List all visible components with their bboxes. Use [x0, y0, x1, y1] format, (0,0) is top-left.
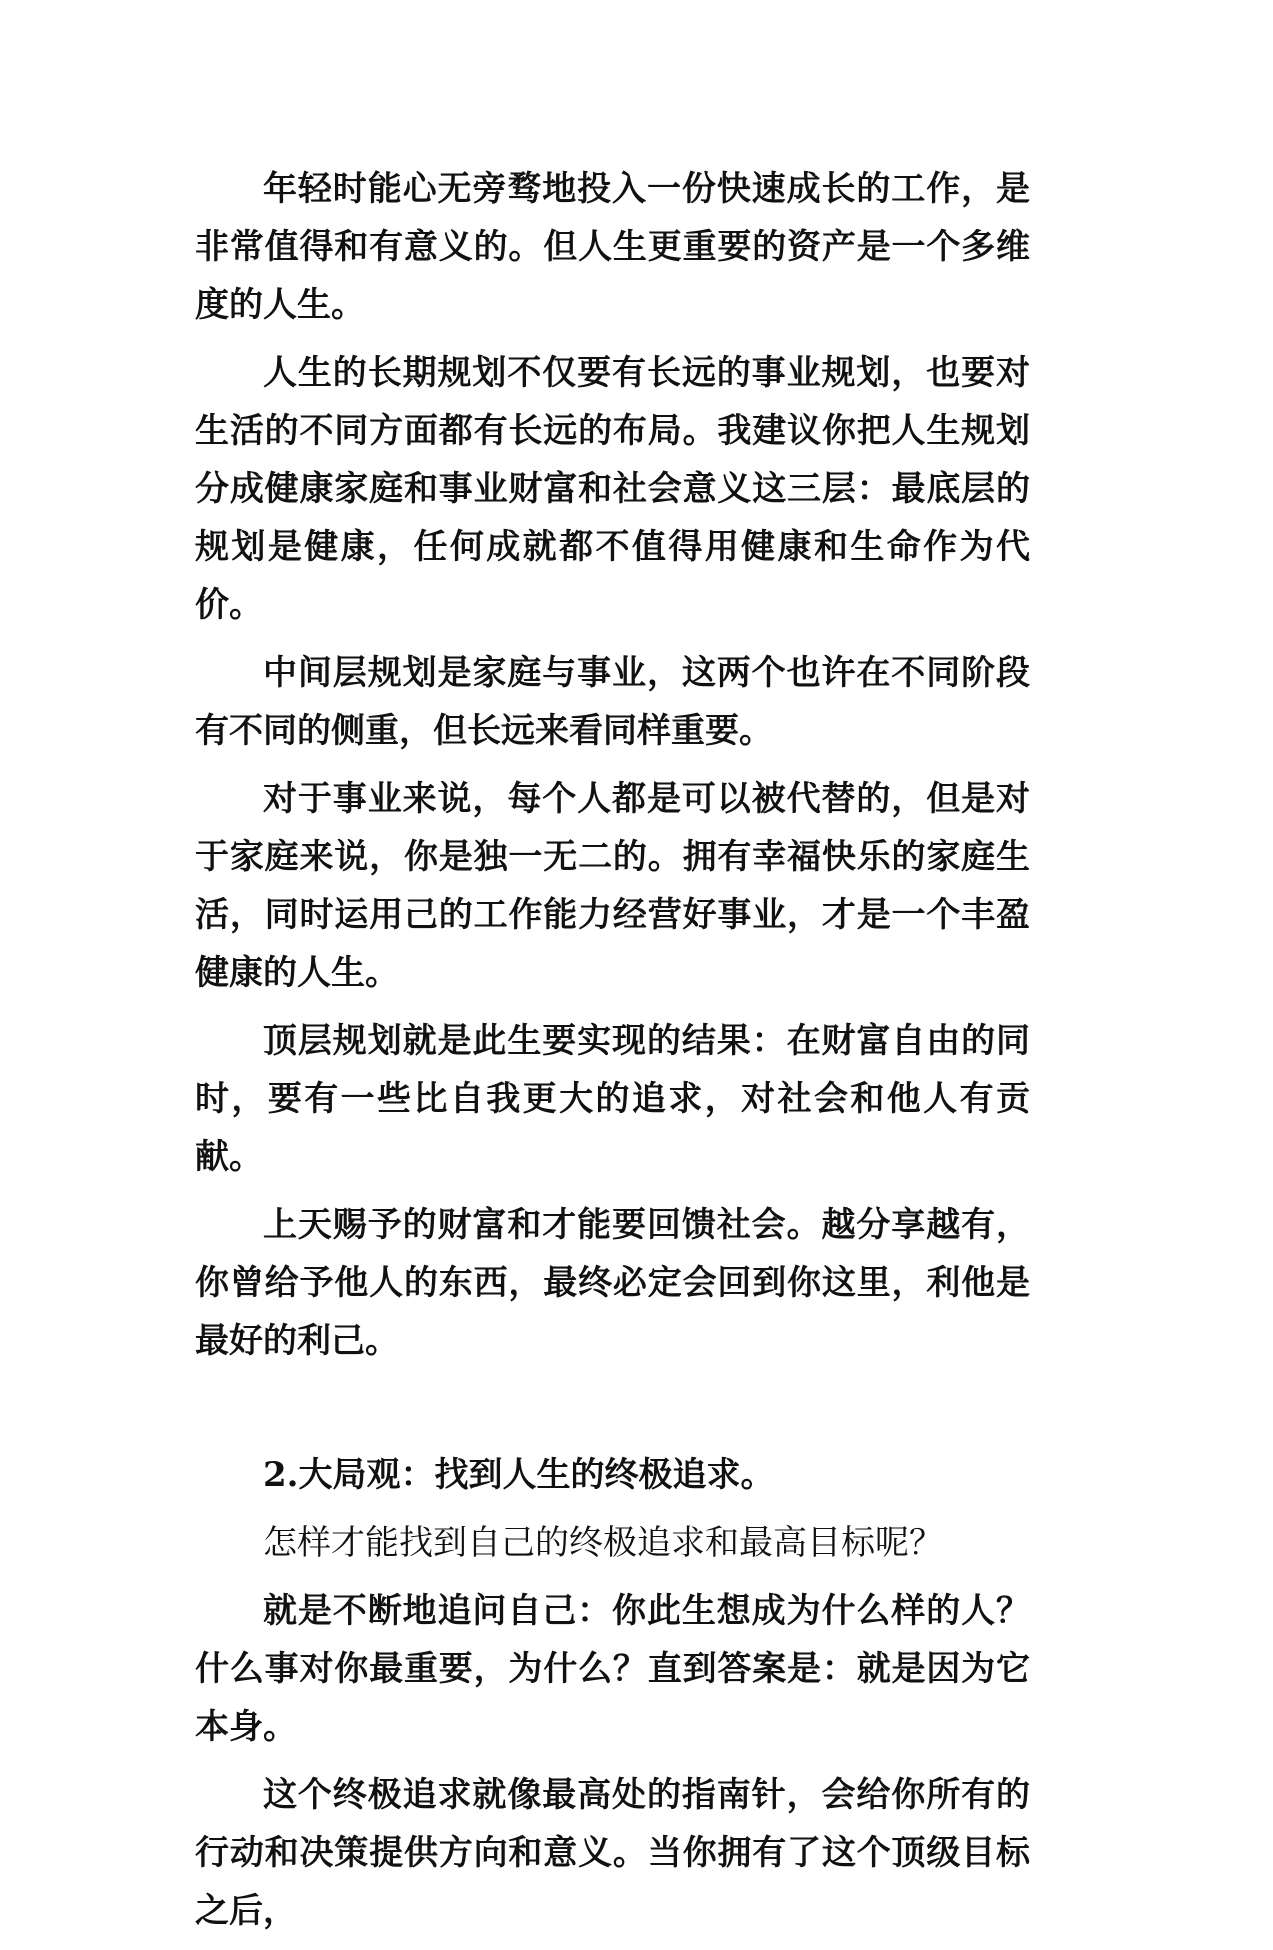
section-spacer	[195, 1380, 1030, 1446]
paragraph: 人生的长期规划不仅要有长远的事业规划，也要对生活的不同方面都有长远的布局。我建议你把人生规划分成健康家庭和事业财富和社会意义这三层：最底层的规划是健康，任何成就都不值得用健康和生命作为代价。	[195, 353, 1030, 625]
paragraph: 顶层规划就是此生要实现的结果：在财富自由的同时，要有一些比自我更大的追求，对社会和他人有贡献。	[195, 1021, 1030, 1177]
paragraph: 怎样才能找到自己的终极追求和最高目标呢？	[263, 1523, 943, 1563]
paragraph: 就是不断地追问自己：你此生想成为什么样的人？什么事对你最重要，为什么？直到答案是：就是因为它本身。	[195, 1591, 1030, 1747]
section-heading: 2.大局观：找到人生的终极追求。	[263, 1455, 775, 1495]
document-body	[195, 160, 1030, 1950]
paragraph: 中间层规划是家庭与事业，这两个也许在不同阶段有不同的侧重，但长远来看同样重要。	[195, 653, 1030, 751]
paragraph: 年轻时能心无旁骛地投入一份快速成长的工作，是非常值得和有意义的。但人生更重要的资产是一个多维度的人生。	[195, 169, 1030, 325]
paragraph: 这个终极追求就像最高处的指南针，会给你所有的行动和决策提供方向和意义。当你拥有了这个顶级目标之后，	[195, 1775, 1030, 1931]
paragraph: 对于事业来说，每个人都是可以被代替的，但是对于家庭来说，你是独一无二的。拥有幸福快乐的家庭生活，同时运用己的工作能力经营好事业，才是一个丰盈健康的人生。	[195, 779, 1030, 993]
paragraph: 上天赐予的财富和才能要回馈社会。越分享越有，你曾给予他人的东西，最终必定会回到你这里，利他是最好的利己。	[195, 1205, 1030, 1361]
